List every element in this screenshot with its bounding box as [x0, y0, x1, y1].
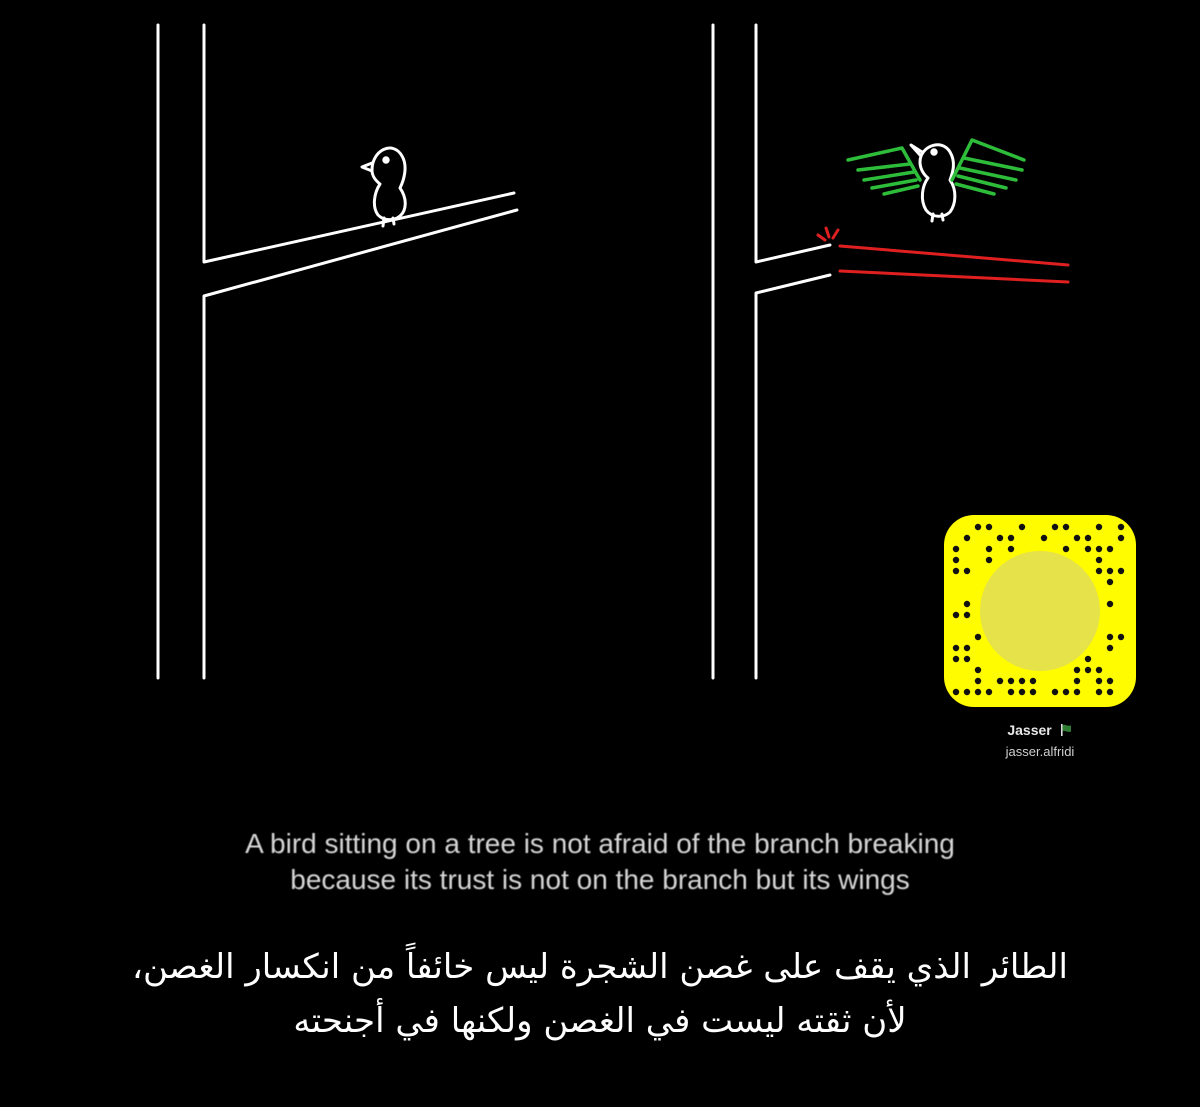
- snapcode-dot: [986, 546, 992, 552]
- snapcode-dot: [1019, 689, 1025, 695]
- snapcode-dot: [1074, 535, 1080, 541]
- snapcode-dot: [1096, 557, 1102, 563]
- snapcode-dot: [1008, 689, 1014, 695]
- snapcode-center: [980, 551, 1100, 671]
- snapcode-icon[interactable]: [944, 515, 1136, 707]
- snapcode-dot: [1107, 601, 1113, 607]
- arabic-quote: [20, 940, 1180, 1048]
- snapcode-dot: [1052, 689, 1058, 695]
- english-quote-line: because its trust is not on the branch but its wings: [290, 864, 910, 895]
- snapcode-dot: [964, 689, 970, 695]
- snapcode-dot: [975, 689, 981, 695]
- snapcode-dot: [953, 689, 959, 695]
- snapcode-dot: [1074, 689, 1080, 695]
- snapcode-dot: [1052, 524, 1058, 530]
- snap-username: jasser.alfridi: [1005, 744, 1075, 759]
- left-trunk-upper-branch-line: [204, 25, 514, 262]
- snapcode-dot: [1096, 689, 1102, 695]
- right-trunk-lower-branch-stub: [756, 275, 830, 678]
- snapcode-dot: [953, 612, 959, 618]
- snapcode-dot: [953, 557, 959, 563]
- snapcode-dot: [997, 678, 1003, 684]
- broken-branch: [818, 228, 1068, 282]
- snapcode-dot: [1096, 524, 1102, 530]
- snapcode-dot: [1107, 634, 1113, 640]
- snapcode-dot: [1107, 568, 1113, 574]
- left-tree: [158, 25, 517, 678]
- snapcode-dot: [1085, 667, 1091, 673]
- snapcode-dot: [1008, 535, 1014, 541]
- snapcode-dot: [1096, 546, 1102, 552]
- snap-display-name: [950, 722, 1130, 738]
- left-trunk-lower-branch-line: [204, 210, 517, 678]
- snapcode-dot: [1096, 678, 1102, 684]
- snapcode-dot: [964, 535, 970, 541]
- snapcode-dot: [1118, 524, 1124, 530]
- snapcode-dot: [986, 557, 992, 563]
- snapcode-dot: [1041, 535, 1047, 541]
- snapcode-dot: [975, 667, 981, 673]
- snapcode-dot: [1019, 678, 1025, 684]
- snapcode-dot: [953, 645, 959, 651]
- right-tree: [713, 25, 830, 678]
- snapcode-dot: [1096, 667, 1102, 673]
- snapcode-dot: [975, 678, 981, 684]
- snapcode-dot: [1118, 568, 1124, 574]
- snapcode-dot: [1063, 689, 1069, 695]
- snap-display-name-text: Jasser: [1007, 722, 1052, 738]
- snapcode-dot: [1019, 524, 1025, 530]
- snapcode-dot: [1074, 678, 1080, 684]
- snapcode-dot: [1118, 535, 1124, 541]
- arabic-quote-line: لأن ثقته ليست في الغصن ولكنها في أجنحته: [293, 1001, 907, 1041]
- flag-icon: [1059, 723, 1073, 737]
- bird-wings: [848, 140, 1024, 194]
- snapcode-dot: [964, 601, 970, 607]
- snapcode-dot: [1085, 656, 1091, 662]
- snapcode-dot: [1074, 667, 1080, 673]
- snapcode-dot: [1096, 568, 1102, 574]
- snapcode-dot: [1008, 546, 1014, 552]
- snapcode-dot: [1030, 689, 1036, 695]
- snapcode-dot: [1085, 546, 1091, 552]
- snapcode-dot: [986, 524, 992, 530]
- snapcode-dot: [1008, 678, 1014, 684]
- snapcode-dot: [1063, 546, 1069, 552]
- english-quote-line: A bird sitting on a tree is not afraid of the branch breaking: [245, 828, 955, 859]
- snapcode-dot: [964, 568, 970, 574]
- snapcode-dot: [953, 546, 959, 552]
- snapcode-dot: [1030, 678, 1036, 684]
- snapcode-dot: [986, 689, 992, 695]
- snapcode-dot: [964, 645, 970, 651]
- snapcode-dot: [1063, 524, 1069, 530]
- snapcode-dot: [975, 634, 981, 640]
- snapcode-dot: [1107, 689, 1113, 695]
- flying-bird: [911, 145, 955, 221]
- snapcode-dot: [964, 612, 970, 618]
- arabic-quote-line: الطائر الذي يقف على غصن الشجرة ليس خائفاً من انكسار الغصن،: [132, 947, 1068, 987]
- english-quote: [100, 826, 1100, 898]
- snapcode-dot: [1107, 678, 1113, 684]
- snapcode-dot: [1107, 579, 1113, 585]
- snapcode-dot: [953, 568, 959, 574]
- snapcode-dot: [953, 656, 959, 662]
- snapcode-dot: [1085, 535, 1091, 541]
- snapcode-dot: [997, 535, 1003, 541]
- snapcode-dot: [975, 524, 981, 530]
- snapcode-dot: [1107, 645, 1113, 651]
- right-trunk-upper-branch-stub: [756, 25, 830, 262]
- sitting-bird: [362, 148, 405, 226]
- snapcode-dot: [1107, 546, 1113, 552]
- snapcode-dot: [1118, 634, 1124, 640]
- snapcode-dot: [964, 656, 970, 662]
